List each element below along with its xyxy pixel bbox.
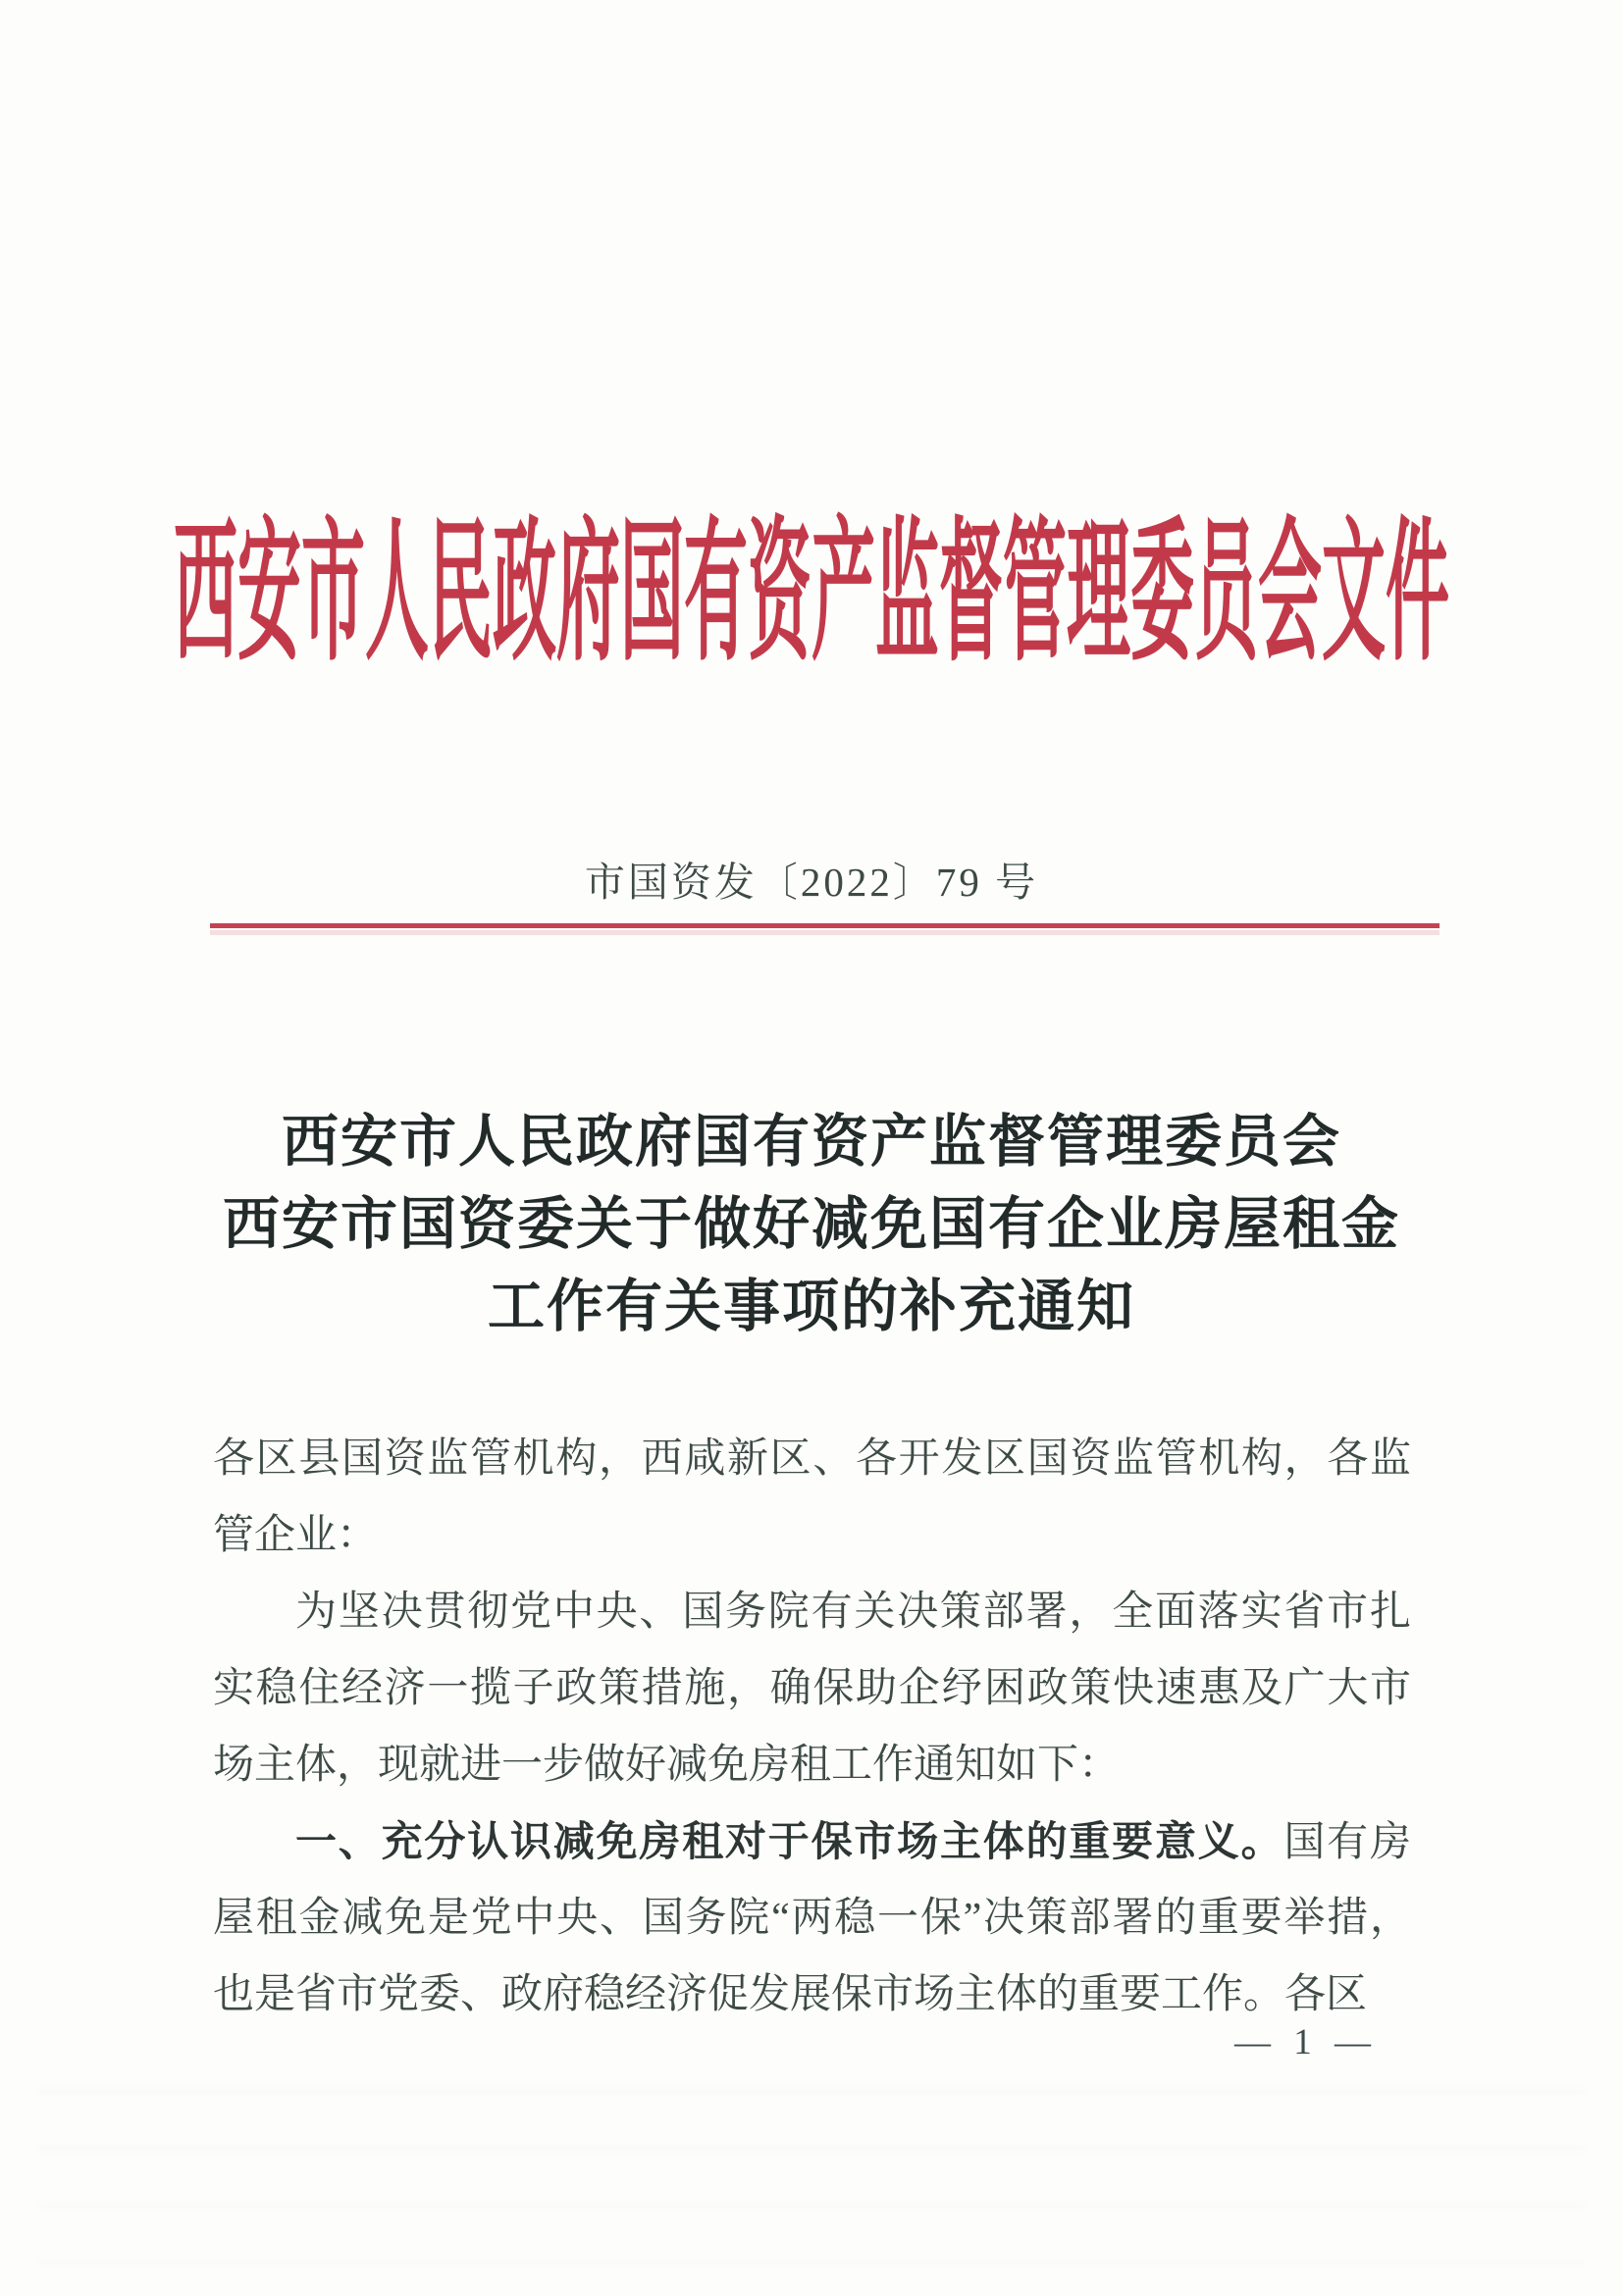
paragraph-2-line-1-rest: 国有房 xyxy=(1283,1820,1411,1865)
document-title xyxy=(0,1101,1623,1348)
paragraph-2-line-1 xyxy=(213,1803,1411,1880)
paragraph-1-line-2: 实稳住经济一揽子政策措施，确保助企纾困政策快速惠及广大市 xyxy=(213,1666,1411,1711)
agency-masthead xyxy=(0,496,1623,682)
document-number: 市国资发〔2022〕79 号 xyxy=(584,860,1039,905)
salutation-line-2: 管企业： xyxy=(213,1513,379,1558)
red-separator-line xyxy=(210,923,1440,928)
page-number: — 1 — xyxy=(1234,2022,1373,2062)
document-body xyxy=(213,1421,1411,2033)
paragraph-2-line-3: 也是省市党委、政府稳经济促发展保市场主体的重要工作。各区 xyxy=(213,1972,1368,2017)
document-title-line-1: 西安市人民政府国有资产监督管理委员会 xyxy=(281,1110,1341,1174)
document-title-line-3: 工作有关事项的补充通知 xyxy=(487,1275,1135,1338)
section-1-heading: 一、充分认识减免房租对于保市场主体的重要意义。 xyxy=(295,1818,1284,1864)
paragraph-1-line-3: 场主体，现就进一步做好减免房租工作通知如下： xyxy=(213,1743,1121,1788)
document-title-line-2: 西安市国资委关于做好减免国有企业房屋租金 xyxy=(222,1192,1400,1256)
agency-masthead-text: 西安市人民政府国有资产监督管理委员会文件 xyxy=(173,509,1449,682)
paragraph-1-line-1: 为坚决贯彻党中央、国务院有关决策部署，全面落实省市扎 xyxy=(295,1590,1411,1635)
salutation-line-1: 各区县国资监管机构，西咸新区、各开发区国资监管机构，各监 xyxy=(213,1436,1411,1482)
scan-bleed-artifact xyxy=(39,2090,1584,2267)
paragraph-2-line-2: 屋租金减免是党中央、国务院“两稳一保”决策部署的重要举措， xyxy=(213,1896,1411,1941)
